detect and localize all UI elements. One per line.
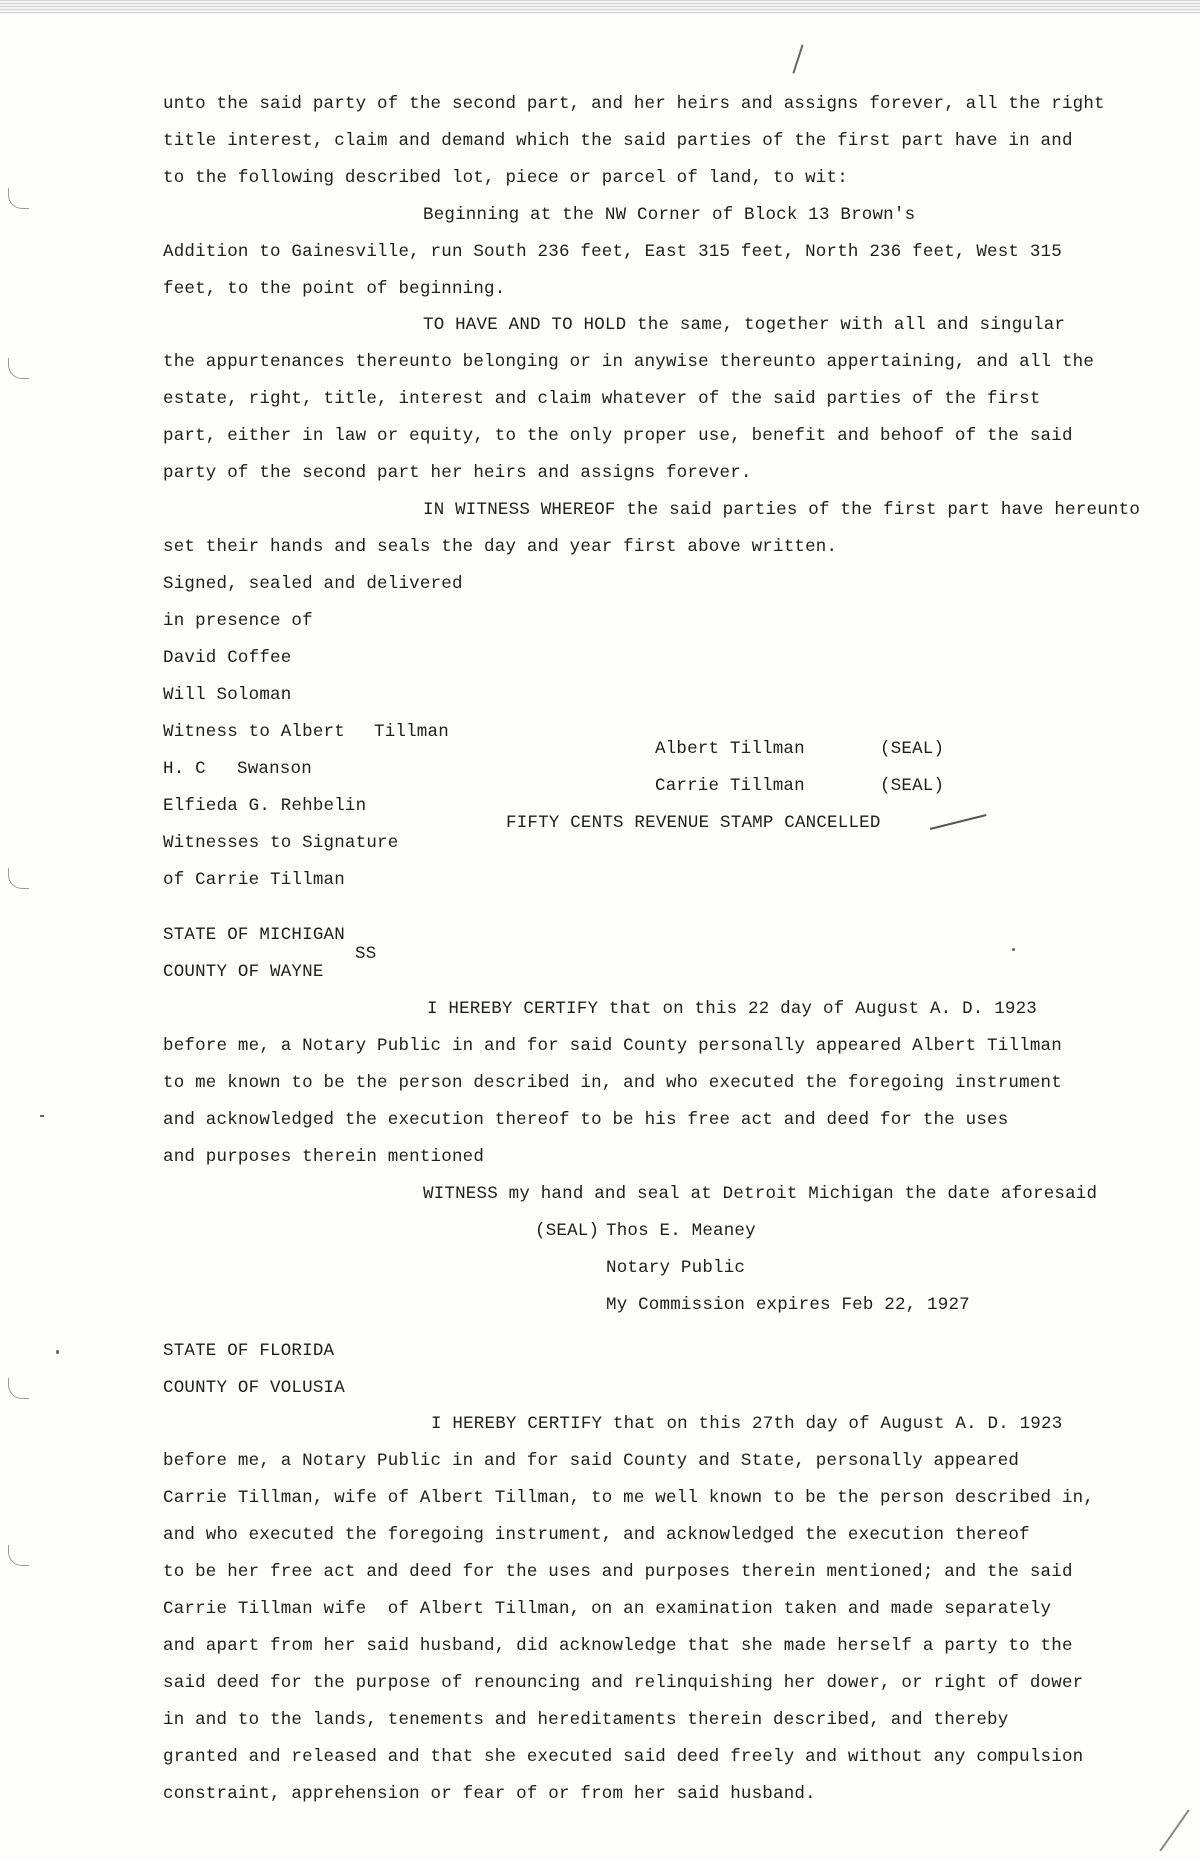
acknowledgment-line: and acknowledged the execution thereof to be his free act and deed for the uses — [163, 1110, 1009, 1130]
witness-name: Will Soloman — [163, 685, 292, 705]
habendum-line: estate, right, title, interest and claim whatever of the said parties of the first — [163, 389, 1041, 409]
venue-state: STATE OF FLORIDA — [163, 1341, 335, 1361]
acknowledgment-line: to be her free act and deed for the uses and purposes therein mentioned; and the said — [163, 1562, 1073, 1582]
acknowledgment-line: and purposes therein mentioned — [163, 1147, 485, 1167]
acknowledgment-line: and apart from her said husband, did acknowledge that she made herself a party to the — [163, 1636, 1073, 1656]
page-corner-curl-line — [1159, 1809, 1189, 1851]
acknowledgment-line: before me, a Notary Public in and for said County and State, personally appeared — [163, 1451, 1020, 1471]
habendum-line: party of the second part her heirs and assigns forever. — [163, 463, 752, 483]
acknowledgment-line: in and to the lands, tenements and hereditaments therein described, and thereby — [163, 1710, 1009, 1730]
property-description-line: feet, to the point of beginning. — [163, 279, 506, 299]
deed-clause-line: unto the said party of the second part, and her heirs and assigns forever, all the right — [163, 94, 1105, 114]
witness-signature-label: of Carrie Tillman — [163, 870, 345, 890]
revenue-stamp-note: FIFTY CENTS REVENUE STAMP CANCELLED — [506, 813, 881, 833]
stray-dot-mark — [1012, 948, 1015, 951]
deed-clause-line: title interest, claim and demand which the said parties of the first part have in and — [163, 131, 1073, 151]
witness-name: Elfieda G. Rehbelin — [163, 796, 367, 816]
acknowledgment-line: constraint, apprehension or fear of or from her said husband. — [163, 1784, 816, 1804]
deed-clause-line: to the following described lot, piece or parcel of land, to wit: — [163, 168, 848, 188]
binder-hole-mark — [8, 358, 29, 379]
property-description-line: Addition to Gainesville, run South 236 feet, East 315 feet, North 236 feet, West 315 — [163, 242, 1062, 262]
acknowledgment-line: Carrie Tillman wife of Albert Tillman, on an examination taken and made separately — [163, 1599, 1052, 1619]
grantor-seal: (SEAL) — [880, 739, 945, 759]
testimonium-line: set their hands and seals the day and year first above written. — [163, 537, 838, 557]
witness-signed-text: Signed, sealed and delivered — [163, 574, 463, 594]
notary-witness-line: WITNESS my hand and seal at Detroit Michigan the date aforesaid — [423, 1184, 1098, 1204]
acknowledgment-line: Carrie Tillman, wife of Albert Tillman, to me well known to be the person described in, — [163, 1488, 1095, 1508]
witness-label: Witness to Albert — [163, 722, 345, 742]
binder-hole-mark — [8, 188, 29, 209]
acknowledgment-line: and who executed the foregoing instrument, and acknowledged the execution thereof — [163, 1525, 1030, 1545]
habendum-line: TO HAVE AND TO HOLD the same, together with all and singular — [423, 315, 1066, 335]
witness-signature-label: Witnesses to Signature — [163, 833, 399, 853]
witness-name: H. C — [163, 759, 206, 779]
witness-label-name: Tillman — [374, 722, 449, 742]
witness-name: David Coffee — [163, 648, 292, 668]
binder-hole-mark — [8, 868, 29, 889]
binder-hole-mark — [8, 1545, 29, 1566]
acknowledgment-line: to me known to be the person described in, and who executed the foregoing instrument — [163, 1073, 1062, 1093]
stray-pen-mark — [792, 45, 803, 74]
notary-seal: (SEAL) — [535, 1221, 600, 1241]
grantor-seal: (SEAL) — [880, 776, 945, 796]
cancellation-check-mark — [930, 814, 987, 830]
binder-hole-mark — [8, 1378, 29, 1399]
grantor-signature-name: Albert Tillman — [655, 739, 805, 759]
witness-presence-text: in presence of — [163, 611, 313, 631]
acknowledgment-line: before me, a Notary Public in and for said County personally appeared Albert Tillman — [163, 1036, 1062, 1056]
venue-state: STATE OF MICHIGAN — [163, 925, 345, 945]
venue-ss: SS — [355, 944, 377, 964]
stray-dot-mark — [56, 1350, 59, 1354]
venue-county: COUNTY OF WAYNE — [163, 962, 324, 982]
notary-commission: My Commission expires Feb 22, 1927 — [606, 1295, 970, 1315]
habendum-line: the appurtenances thereunto belonging or in anywise thereunto appertaining, and all the — [163, 352, 1095, 372]
venue-county: COUNTY OF VOLUSIA — [163, 1378, 345, 1398]
notary-title: Notary Public — [606, 1258, 746, 1278]
property-description-line: Beginning at the NW Corner of Block 13 Brown's — [423, 205, 916, 225]
testimonium-line: IN WITNESS WHEREOF the said parties of the first part have hereunto — [423, 500, 1141, 520]
notary-name: Thos E. Meaney — [606, 1221, 756, 1241]
acknowledgment-line: said deed for the purpose of renouncing and relinquishing her dower, or right of dower — [163, 1673, 1084, 1693]
witness-name-last: Swanson — [237, 759, 312, 779]
acknowledgment-line: I HEREBY CERTIFY that on this 27th day of August A. D. 1923 — [431, 1414, 1063, 1434]
acknowledgment-line: granted and released and that she executed said deed freely and without any compulsion — [163, 1747, 1084, 1767]
habendum-line: part, either in law or equity, to the only proper use, benefit and behoof of the said — [163, 426, 1073, 446]
stray-dot-mark — [40, 1115, 44, 1117]
acknowledgment-line: I HEREBY CERTIFY that on this 22 day of August A. D. 1923 — [427, 999, 1037, 1019]
grantor-signature-name: Carrie Tillman — [655, 776, 805, 796]
scan-top-band — [0, 0, 1200, 14]
